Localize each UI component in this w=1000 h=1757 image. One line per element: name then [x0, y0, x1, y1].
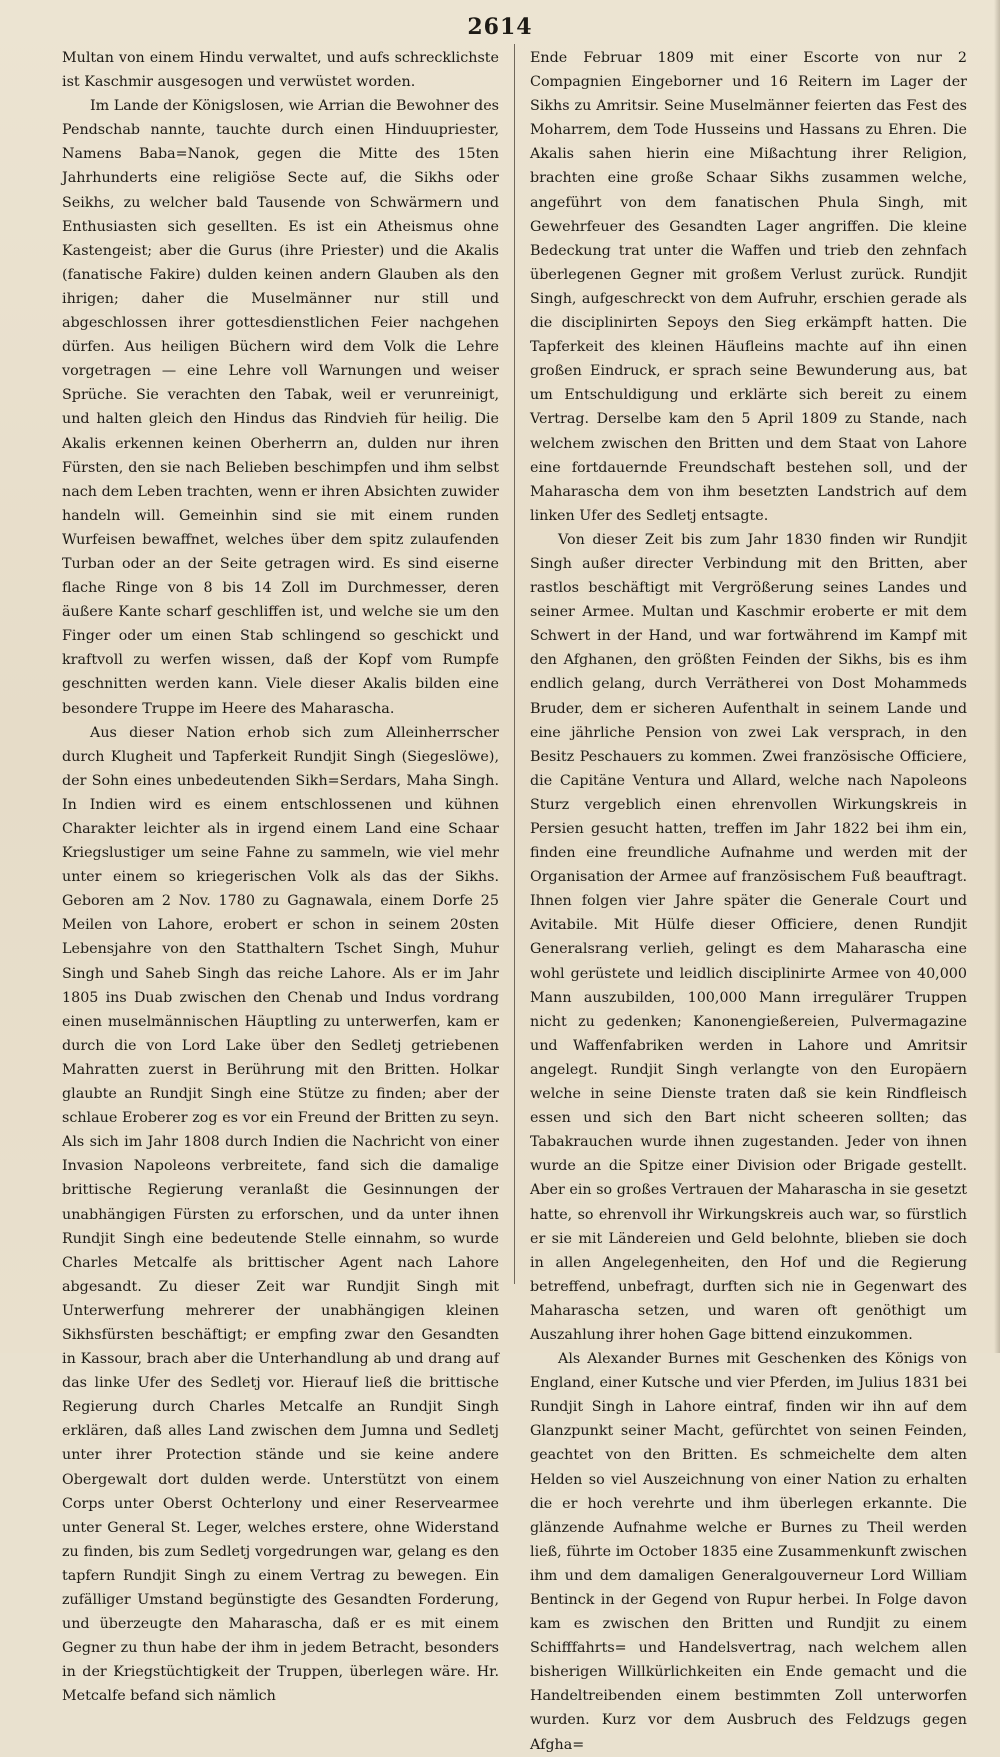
- right-column: [530, 46, 967, 1757]
- paragraph: Ende Februar 1809 mit einer Escorte von nur 2 Compagnien Eingeborner und 16 Reitern im Lager der Sikhs zu Amritsir. Seine Muselmänner feierten das Fest des Moharrem, dem Tode Husseins und Hassans zu Ehren. Die Akalis sahen hierin eine Mißachtung ihrer Religion, brachten eine große Schaar Sikhs zusammen welche, angeführt von dem fanatischen Phula Singh, mit Gewehrfeuer des Gesandten Lager angriffen. Die kleine Bedeckung trat unter die Waffen und trieb den zehnfach überlegenen Gegner mit großem Verlust zurück. Rundjit Singh, aufgeschreckt von dem Aufruhr, erschien gerade als die disciplinirten Sepoys den Sieg erkämpft hatten. Die Tapferkeit des kleinen Häufleins machte auf ihn einen großen Eindruck, er sprach seine Bewunderung aus, bat um Entschuldigung und erklärte sich bereit zu einem Vertrag. Derselbe kam den 5 April 1809 zu Stande, nach welchem zwischen den Britten und dem Staat von Lahore eine fortdauernde Freundschaft bestehen soll, und der Maharascha dem von ihm besetzten Landstrich auf dem linken Ufer des Sedletj entsagte.: [530, 50, 967, 524]
- paragraph: Im Lande der Königslosen, wie Arrian die Bewohner des Pendschab nannte, tauchte durch einen Hinduupriester, Namens Baba=Nanok, gegen die Mitte des 15ten Jahrhunderts eine religiöse Secte auf, die Sikhs oder Seikhs, zu welcher bald Tausende von Schwärmern und Enthusiasten sich gesellten. Es ist ein Atheismus ohne Kastengeist; aber die Gurus (ihre Priester) und die Akalis (fanatische Fakire) dulden keinen andern Glauben als den ihrigen; daher die Muselmänner nur still und abgeschlossen ihrer gottesdienstlichen Feier nachgehen dürfen. Aus heiligen Büchern wird dem Volk die Lehre vorgetragen — eine Lehre voll Warnungen und weiser Sprüche. Sie verachten den Tabak, weil er verunreinigt, und halten gleich den Hindus das Rindvieh für heilig. Die Akalis erkennen keinen Oberherrn an, dulden nur ihren Fürsten, den sie nach Belieben beschimpfen und ihm selbst nach dem Leben trachten, wenn er ihren Absichten zuwider handeln will. Gemeinhin sind sie mit einem runden Wurfeisen bewaffnet, welches über dem spitz zulaufenden Turban oder an der Seite getragen wird. Es sind eiserne flache Ringe von 8 bis 14 Zoll im Durchmesser, deren äußere Kante scharf geschliffen ist, und welche sie um den Finger oder um einen Stab schlingend so geschickt und kraftvoll zu werfen wissen, daß der Kopf vom Rumpfe geschnitten werden kann. Viele dieser Akalis bilden eine besondere Truppe im Heere des Maharascha.: [62, 98, 499, 717]
- page-edge-shadow: [994, 0, 1000, 1353]
- paragraph: Als Alexander Burnes mit Geschenken des Königs von England, einer Kutsche und vier Pferden, im Julius 1831 bei Rundjit Singh in Lahore eintraf, finden wir ihn auf dem Glanzpunkt seiner Macht, gefürchtet von seinen Feinden, geachtet von den Britten. Es schmeichelte dem alten Helden so viel Auszeichnung von einer Nation zu erhalten die er hoch verehrte und ihm überlegen erkannte. Die glänzende Aufnahme welche er Burnes zu Theil werden ließ, führte im October 1835 eine Zusammenkunft zwischen ihm und dem damaligen Generalgouverneur Lord William Bentinck in der Gegend von Rupur herbei. In Folge davon kam es zwischen den Britten und Rundjit zu einem Schifffahrts= und Handelsvertrag, nach welchem allen bisherigen Willkürlichkeiten ein Ende gemacht und die Handeltreibenden einem bestimmten Zoll unterworfen wurden. Kurz vor dem Ausbruch des Feldzugs gegen Afgha=: [530, 1351, 967, 1753]
- paragraph: Multan von einem Hindu verwaltet, und aufs schrecklichste ist Kaschmir ausgesogen und verwüstet worden.: [62, 50, 499, 91]
- paragraph: Aus dieser Nation erhob sich zum Alleinherrscher durch Klugheit und Tapferkeit Rundjit Singh (Siegeslöwe), der Sohn eines unbedeutenden Sikh=Serdars, Maha Singh. In Indien wird es einem entschlossenen und kühnen Charakter leichter als in irgend einem Land eine Schaar Kriegslustiger um seine Fahne zu sammeln, wie viel mehr unter einem so kriegerischen Volk als das der Sikhs. Geboren am 2 Nov. 1780 zu Gagnawala, einem Dorfe 25 Meilen von Lahore, erobert er schon in seinem 20sten Lebensjahre von den Statthaltern Tschet Singh, Muhur Singh und Saheb Singh das reiche Lahore. Als er im Jahr 1805 ins Duab zwischen den Chenab und Indus vordrang einen muselmännischen Häuptling zu unterwerfen, kam er durch die von Lord Lake über den Sedletj getriebenen Mahratten zuerst in Berührung mit den Britten. Holkar glaubte an Rundjit Singh eine Stütze zu finden; aber der schlaue Eroberer zog es vor ein Freund der Britten zu seyn. Als sich im Jahr 1808 durch Indien die Nachricht von einer Invasion Napoleons verbreitete, fand sich die damalige brittische Regierung veranlaßt die Gesinnungen der unabhängigen Fürsten zu erforschen, und da unter ihnen Rundjit Singh eine bedeutende Stelle einnahm, so wurde Charles Metcalfe als brittischer Agent nach Lahore abgesandt. Zu dieser Zeit war Rundjit Singh mit Unterwerfung mehrerer der unabhängigen kleinen Sikhsfürsten beschäftigt; er empfing zwar den Gesandten in Kassour, brach aber die Unterhandlung ab und drang auf das linke Ufer des Sedletj vor. Hierauf ließ die brittische Regierung durch Charles Metcalfe an Rundjit Singh erklären, daß alles Land zwischen dem Jumna und Sedletj unter ihrer Protection stände und sie keine andere Obergewalt dort dulden werde. Unterstützt von einem Corps unter Oberst Ochterlony und einer Reservearmee unter General St. Leger, welches erstere, ohne Widerstand zu finden, bis zum Sedletj vorgedrungen war, gelang es den tapfern Rundjit Singh zu einem Vertrag zu bewegen. Ein zufälliger Umstand begünstigte des Gesandten Forderung, und überzeugte den Maharascha, daß er es mit einem Gegner zu thun habe der ihm in jedem Betracht, besonders in der Kriegstüchtigkeit der Truppen, überlegen wäre. Hr. Metcalfe befand sich nämlich: [62, 724, 499, 1705]
- page-number: 2614: [467, 14, 533, 40]
- paragraph: Von dieser Zeit bis zum Jahr 1830 finden wir Rundjit Singh außer directer Verbindung mit den Britten, aber rastlos beschäftigt mit Vergrößerung seines Landes und seiner Armee. Multan und Kaschmir eroberte er mit dem Schwert in der Hand, und war fortwährend im Kampf mit den Afghanen, den größten Feinden der Sikhs, bis es ihm endlich gelang, durch Verrätherei von Dost Mohammeds Bruder, dem er sicheren Aufenthalt in seinem Lande und eine jährliche Pension von zwei Lak versprach, in den Besitz Peschauers zu kommen. Zwei französische Officiere, die Capitäne Ventura und Allard, welche nach Napoleons Sturz vergeblich einen ehrenvollen Wirkungskreis in Persien gesucht hatten, treffen im Jahr 1822 bei ihm ein, finden eine freundliche Aufnahme und werden mit der Organisation der Armee auf französischem Fuß beauftragt. Ihnen folgen vier Jahre später die Generale Court und Avitabile. Mit Hülfe dieser Officiere, denen Rundjit Generalsrang verlieh, gelingt es dem Maharascha eine wohl gerüstete und leidlich disciplinirte Armee von 40,000 Mann auszubilden, 100,000 Mann irregulärer Truppen nicht zu gedenken; Kanonengießereien, Pulvermagazine und Waffenfabriken werden in Lahore und Amritsir angelegt. Rundjit Singh verlangte von den Europäern welche in seine Dienste traten daß sie kein Rindfleisch essen und sich den Bart nicht scheeren sollten; das Tabakrauchen wurde ihnen zugestanden. Jeder von ihnen wurde an die Spitze einer Division oder Brigade gestellt. Aber ein so großes Vertrauen der Maharascha in sie gesetzt hatte, so ehrenvoll ihr Wirkungskreis auch war, so fürstlich er sie mit Ländereien und Geld belohnte, blieben sie doch in allen Angelegenheiten, den Hof und die Regierung betreffend, unbefragt, durften sich nie in Gegenwart des Maharascha setzen, und waren oft genöthigt um Auszahlung ihrer hohen Gage bittend einzukommen.: [530, 531, 967, 1343]
- left-column: [62, 46, 499, 1708]
- column-divider: [514, 44, 515, 1284]
